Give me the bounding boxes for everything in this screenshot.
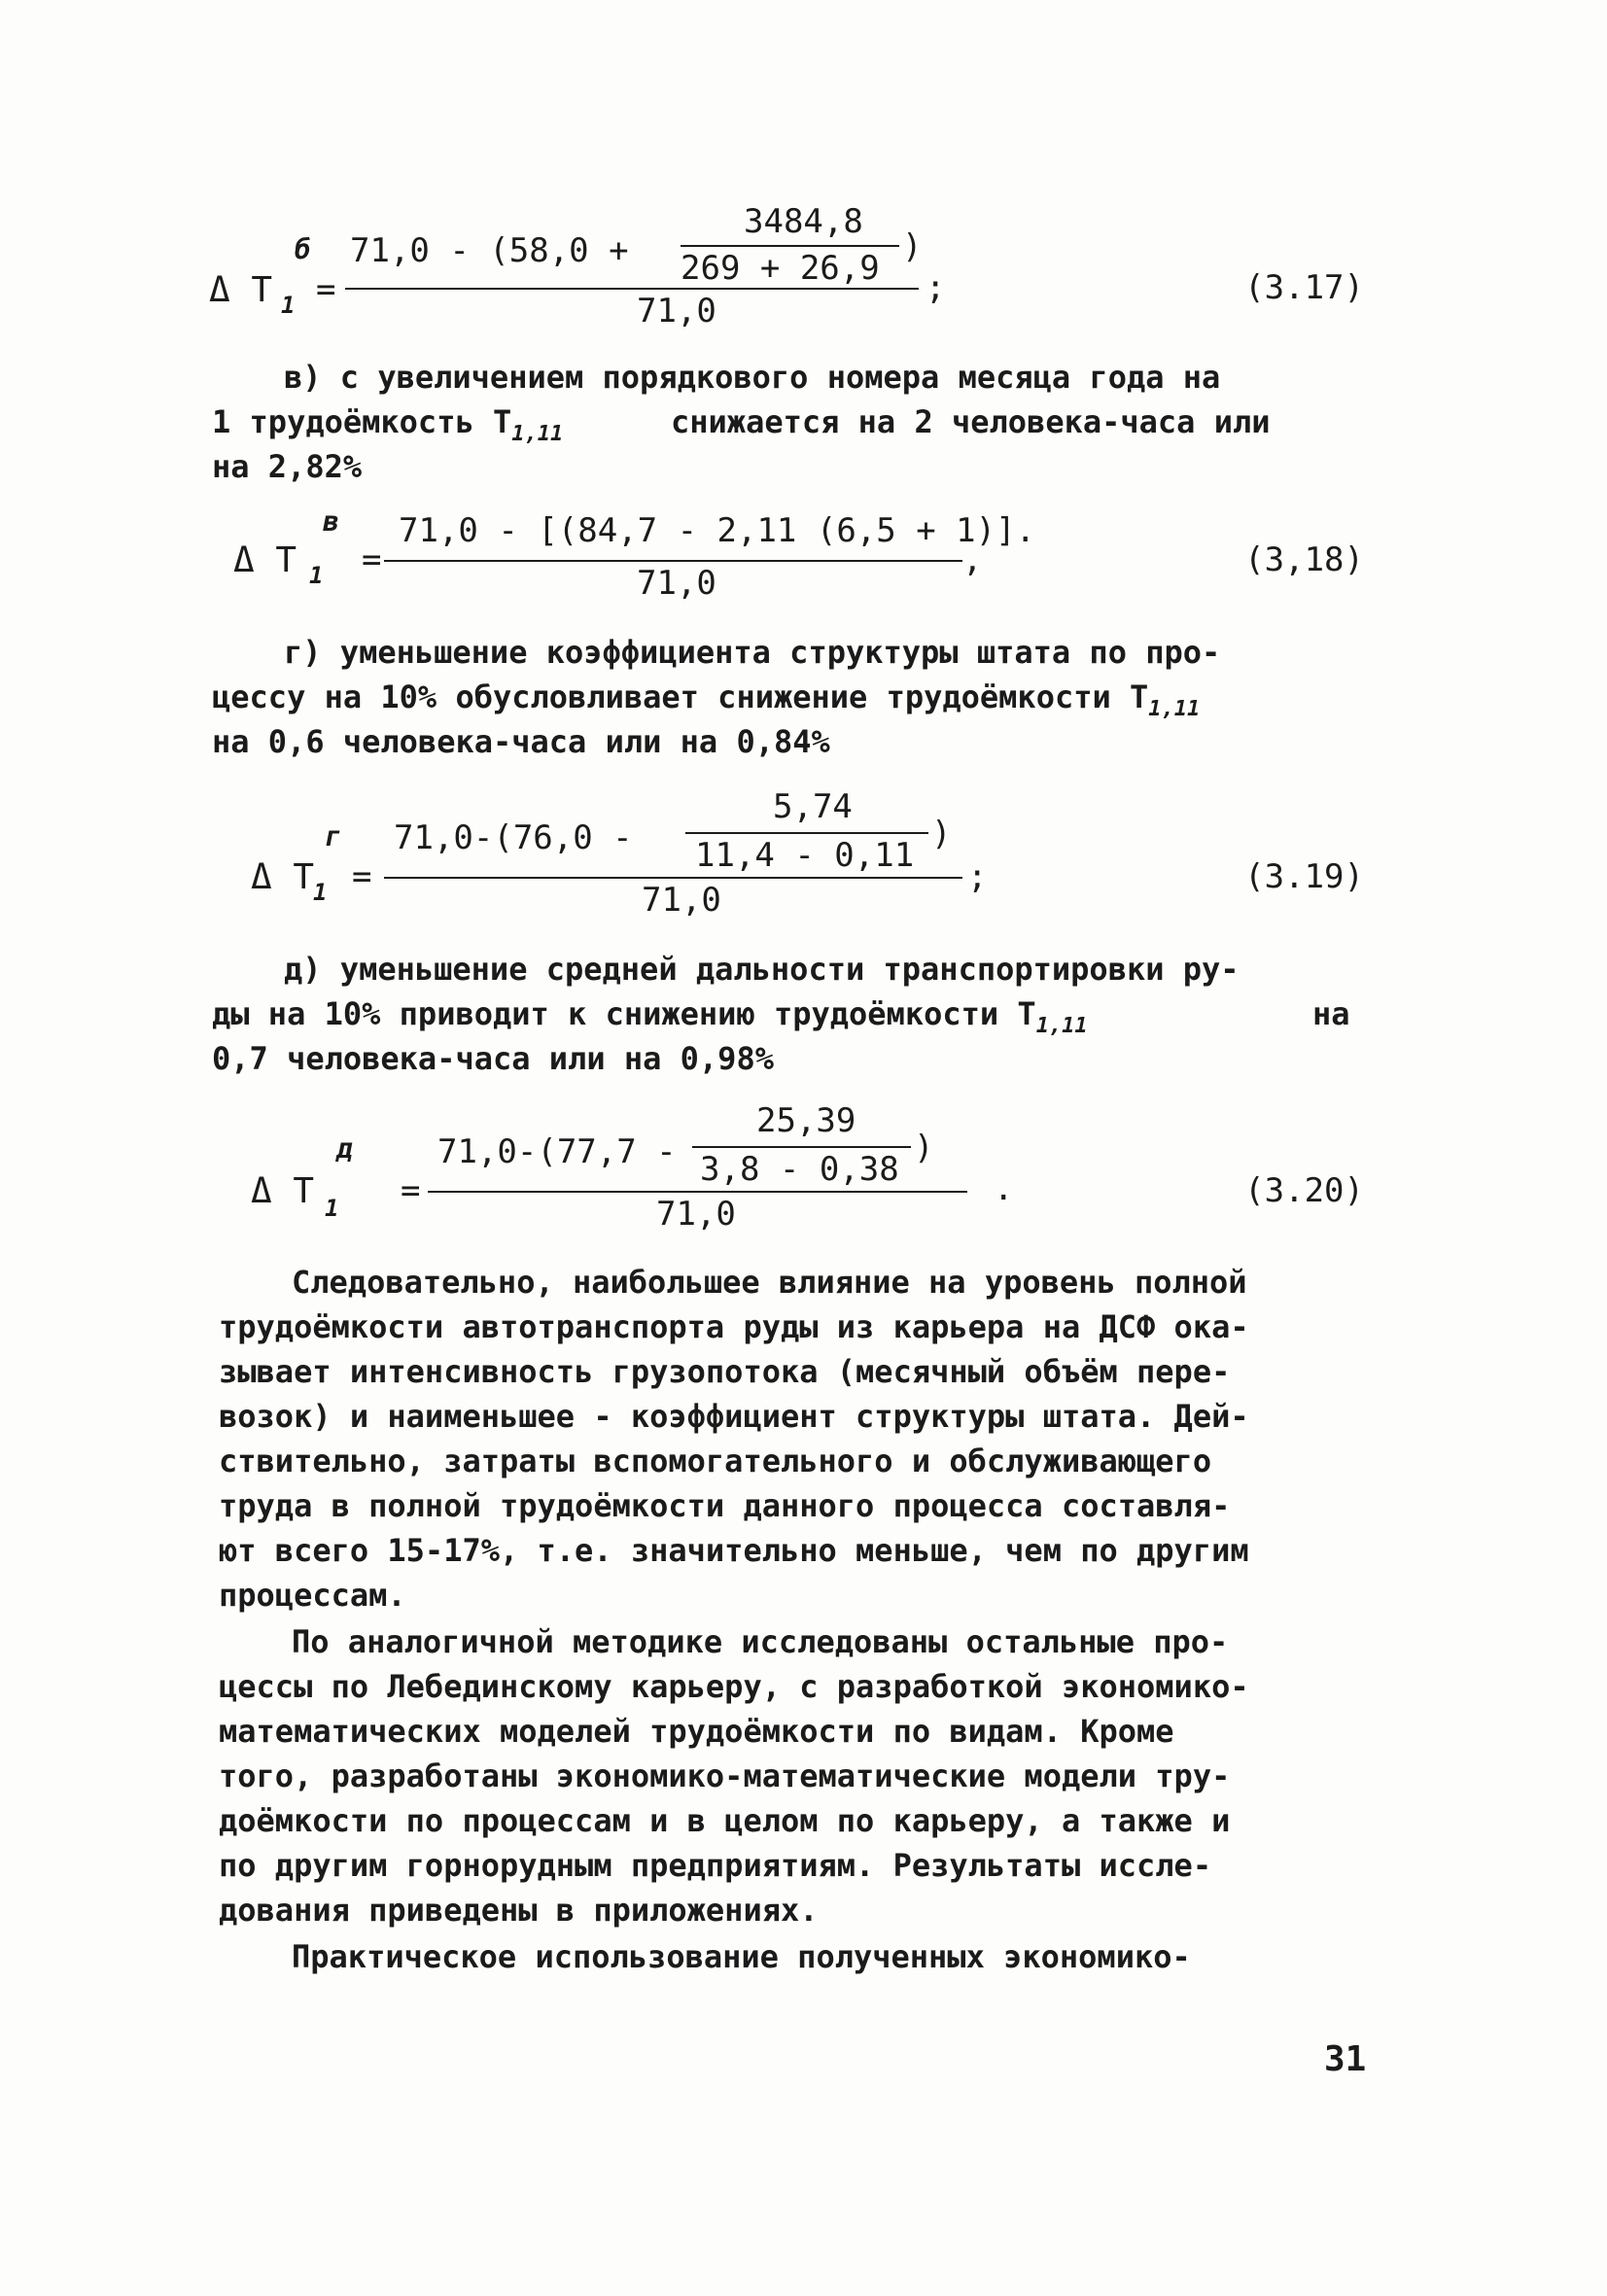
formula-superscript: б [295,233,311,265]
equation-number: (3.17) [1244,268,1364,307]
text-line: труда в полной трудоёмкости данного процесса составля- [219,1487,1231,1524]
formula-subscript: 1 [325,1195,339,1222]
text-line: дования приведены в приложениях. [219,1892,819,1929]
formula-inner-numerator: 3484,8 [744,202,863,241]
formula-numerator: 71,0-(77,7 - [437,1132,677,1171]
text-line: доёмкости по процессам и в целом по карьеру, а также и [219,1802,1231,1839]
formula-superscript: д [336,1132,353,1165]
text-line: трудоёмкости автотранспорта руды из карьера на ДСФ ока- [219,1308,1249,1345]
formula-subscript: 1 [309,562,324,589]
text-fragment: 1 трудоёмкость Т [212,403,512,440]
text-line: процессам. [219,1577,406,1614]
equation-number: (3.19) [1244,857,1364,896]
equation-number: (3.20) [1244,1171,1364,1210]
text-line: на [1312,995,1350,1032]
formula-inner-denominator: 11,4 - 0,11 [695,836,915,875]
equals-sign: = [352,857,372,896]
text-line: снижается на 2 человека-часа или [671,403,1271,440]
main-fraction-bar [345,288,919,290]
formula-denominator: 71,0 [642,881,721,920]
formula-subscript: 1 [313,879,328,906]
text-line: ствительно, затраты вспомогательного и обслуживающего [219,1443,1212,1479]
equals-sign: = [401,1171,421,1210]
formula-numerator: 71,0-(76,0 - [394,818,633,857]
formula-lhs [251,1132,353,1222]
formula-denominator: 71,0 [637,292,716,330]
text-line: на 0,6 человека-часа или на 0,84% [212,723,830,760]
text-line: зывает интенсивность грузопотока (месячный объём пере- [219,1353,1231,1390]
formula-inner-numerator: 5,74 [773,787,853,826]
text-line: д) уменьшение средней дальности транспортировки ру- [284,951,1240,988]
formula-3-20 [0,1094,1607,1239]
text-line: г) уменьшение коэффициента структуры штата по про- [284,634,1221,671]
subscript-index: 1,11 [1148,697,1201,721]
text-line: по другим горнорудным предприятиям. Результаты иссле- [219,1847,1212,1884]
inner-fraction-bar [692,1146,911,1148]
formula-3-17 [0,194,1607,340]
formula-punctuation: , [962,540,983,579]
formula-superscript: в [323,505,339,538]
text-line: По аналогичной методике исследованы остальные про- [292,1623,1229,1660]
formula-punctuation: ; [967,857,988,896]
text-line: ют всего 15-17%, т.е. значительно меньше, чем по другим [219,1532,1249,1569]
formula-subscript: 1 [281,292,296,319]
subscript-index: 1,11 [1035,1014,1088,1038]
equation-number: (3,18) [1244,540,1364,579]
delta-t-symbol: Δ T [251,857,315,897]
text-line: Следовательно, наибольшее влияние на уровень полной [292,1264,1247,1301]
main-fraction-bar [384,877,962,879]
formula-lhs [209,233,311,319]
text-fragment: ды на 10% приводит к снижению трудоёмкости Т [212,995,1036,1032]
text-line: того, разработаны экономико-математические модели тру- [219,1757,1231,1794]
inner-fraction-bar [685,832,928,834]
formula-denominator: 71,0 [656,1195,736,1234]
formula-inner-denominator: 3,8 - 0,38 [700,1150,899,1189]
text-line: Практическое использование полученных экономико- [292,1938,1191,1975]
formula-close-paren: ) [931,815,952,853]
formula-3-18 [0,496,1607,642]
formula-close-paren: ) [902,227,923,266]
equals-sign: = [362,540,382,579]
formula-inner-denominator: 269 + 26,9 [681,249,880,288]
formula-3-19 [0,778,1607,923]
formula-superscript: г [325,820,341,852]
text-line: возок) и наименьшее - коэффициент структуры штата. Дей- [219,1398,1249,1435]
formula-punctuation: ; [926,268,946,307]
text-fragment: цессу на 10% обусловливает снижение трудоёмкости Т [212,678,1149,715]
main-fraction-bar [428,1191,967,1193]
delta-t-symbol: Δ T [233,540,297,580]
text-line: в) с увеличением порядкового номера месяца года на [284,359,1221,396]
main-fraction-bar [384,560,962,562]
formula-lhs [251,820,341,906]
formula-punctuation: . [994,1169,1014,1208]
text-line: цессы по Лебединскому карьеру, с разработкой экономико- [219,1668,1249,1705]
equals-sign: = [316,270,336,309]
formula-numerator: 71,0 - (58,0 + [350,231,629,270]
formula-inner-numerator: 25,39 [756,1101,856,1140]
formula-close-paren: ) [914,1129,934,1167]
text-line: 0,7 человека-часа или на 0,98% [212,1040,774,1077]
inner-fraction-bar [681,245,899,247]
subscript-index: 1,11 [511,422,564,446]
formula-denominator: 71,0 [637,564,716,603]
text-line: математических моделей трудоёмкости по видам. Кроме [219,1713,1174,1750]
formula-numerator: 71,0 - [(84,7 - 2,11 (6,5 + 1)]. [399,511,1036,550]
delta-t-symbol: Δ T [251,1171,315,1211]
page-number: 31 [1324,2039,1367,2079]
delta-t-symbol: Δ T [209,270,273,310]
text-line: на 2,82% [212,448,363,485]
formula-lhs [233,505,339,589]
